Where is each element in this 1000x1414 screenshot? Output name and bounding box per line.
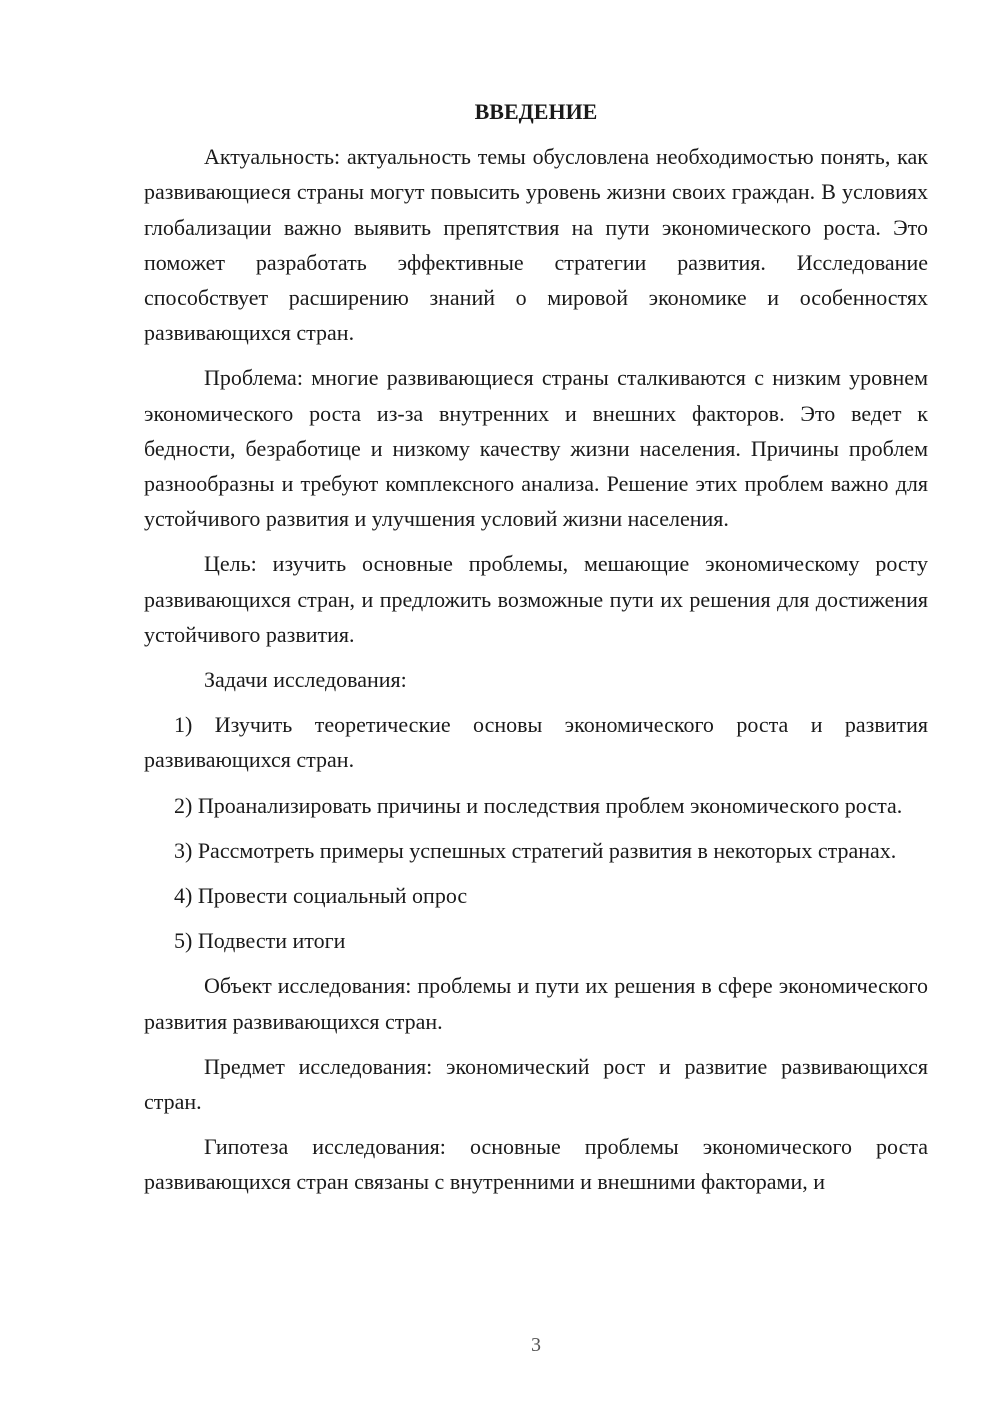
subject-paragraph: Предмет исследования: экономический рост и развитие развивающихся стран.	[144, 1053, 928, 1115]
problem-paragraph: Проблема: многие развивающиеся страны сталкиваются с низким уровнем экономического роста из-за внутренних и внешних факторов. Это ведет к бедности, безработице и низкому качеству жизни населения. Причины проблем разнообразны и требуют комплексного анализа. Решение этих проблем важно для устойчивого развития и улучшения условий жизни населения.	[144, 365, 928, 532]
page-title: ВВЕДЕНИЕ	[474, 99, 598, 124]
document-body	[144, 94, 928, 1210]
relevance-paragraph: Актуальность: актуальность темы обусловлена необходимостью понять, как развивающиеся страны могут повысить уровень жизни своих граждан. В условиях глобализации важно выявить препятствия на пути экономического роста. Это поможет разработать эффективные стратегии развития. Исследование способствует расширению знаний о мировой экономике и особенностях развивающихся стран.	[144, 144, 928, 346]
hypothesis-paragraph: Гипотеза исследования: основные проблемы экономического роста развивающихся стран связаны с внутренними и внешними факторами, и	[144, 1134, 928, 1195]
page-number: 3	[531, 1334, 541, 1356]
object-paragraph: Объект исследования: проблемы и пути их решения в сфере экономического развития развивающихся стран.	[144, 973, 928, 1034]
goal-paragraph: Цель: изучить основные проблемы, мешающие экономическому росту развивающихся стран, и предложить возможные пути их решения для достижения устойчивого развития.	[144, 551, 928, 647]
task-item-4: 4) Провести социальный опрос	[174, 883, 468, 909]
task-item-1: 1) Изучить теоретические основы экономического роста и развития развивающихся стран.	[144, 712, 928, 773]
tasks-heading: Задачи исследования:	[204, 667, 407, 693]
task-item-3: 3) Рассмотреть примеры успешных стратегий развития в некоторых странах.	[174, 837, 897, 863]
task-item-5: 5) Подвести итоги	[174, 928, 346, 954]
task-item-2: 2) Проанализировать причины и последствия проблем экономического роста.	[174, 792, 903, 818]
